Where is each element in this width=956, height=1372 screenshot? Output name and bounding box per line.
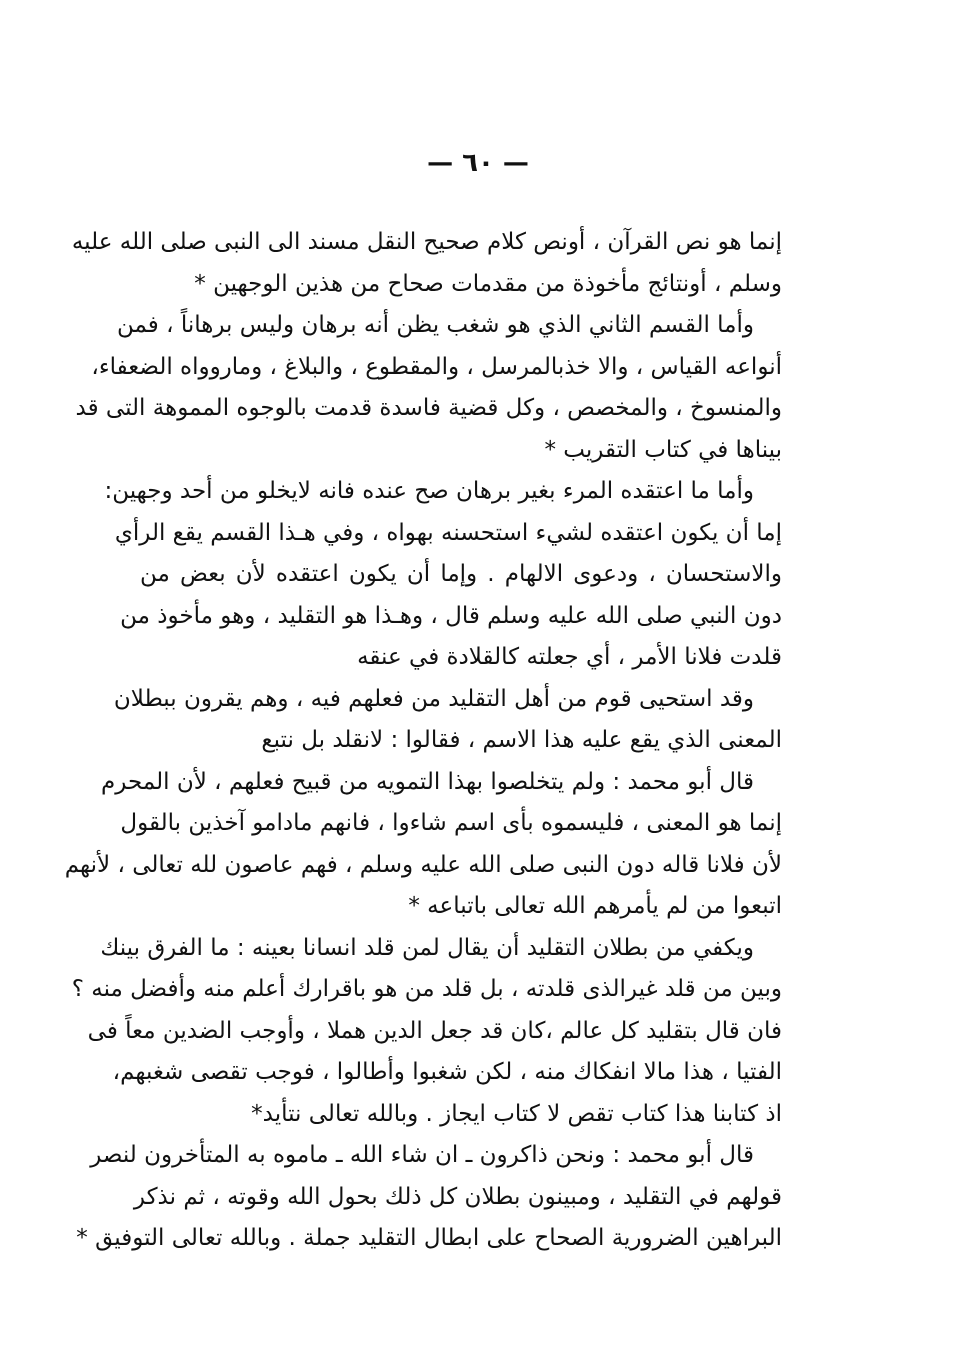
text-line: وسلم ، أونتائج مأخوذة من مقدمات صحاح من هذين الوجهين *: [194, 270, 782, 297]
text-line: إنما هو المعنى ، فليسموه بأى اسم شاءوا ، فانهم مادامو آخذين بالقول: [120, 810, 782, 836]
text-line: قولهم في التقليد ، ومبينون بطلان كل ذلك بحول الله وقوته ، ثم نذكر: [133, 1183, 782, 1210]
text-line: وبين من قلد غيرالذى قلدته ، بل قلد من هو باقرارك أعلم منه وأفضل منه ؟: [71, 976, 782, 1002]
text-line: والمنسوخ ، والمخصص ، وكل قضية فاسدة قدمت بالوجوه المموهة التى قد: [75, 395, 782, 421]
text-line: اذ كتابنا هذا كتاب تقص لا كتاب ايجاز . وبالله تعالى نتأيد*: [251, 1100, 782, 1127]
text-line: ويكفي من بطلان التقليد أن يقال لمن قلد انسانا بعينه : ما الفرق بينك: [100, 934, 754, 961]
text-line: قال أبو محمد : ونحن ذاكرون ـ ان شاء الله ـ ماموه به المتأخرون لنصر: [90, 1142, 754, 1168]
text-line: الفتيا ، هذا مالا انفكاك منه ، لكن شغبوا وأطالوا ، فوجب تقصى شغبهم،: [112, 1059, 782, 1085]
text-line: بيناها في كتاب التقريب *: [544, 436, 782, 463]
text-line: وقد استحيى قوم من أهل التقليد من فعلهم فيه ، وهم يقرون ببطلان: [113, 685, 754, 712]
text-line: أنواعه القياس ، والا خذبالمرسل ، والمقطوع ، والبلاغ ، وماروواه الضعفاء،: [91, 353, 782, 380]
text-line: البراهين الضرورية الصحاح على ابطال التقليد جملة . وبالله تعالى التوفيق *: [76, 1225, 782, 1251]
text-line: دون النبي صلى الله عليه وسلم قال ، وهـذا هو التقليد ، وهو مأخوذ من: [120, 602, 782, 629]
text-line: فان قال بتقليد كل عالم ،كان قد جعل الدين هملا ، وأوجب الضدين معاً فى: [87, 1017, 782, 1044]
text-line: إما أن يكون اعتقده لشيء استحسنه بهواه ، وفي هـذا القسم يقع الرأي: [114, 519, 782, 546]
text-line: اتبعوا من لم يأمرهم الله تعالى باتباعه *: [408, 893, 782, 919]
body-text: [64, 222, 782, 1260]
text-line: والاستحسان ، ودعوى الالهام . وإما أن يكون اعتقده لأن بعض من: [140, 561, 782, 587]
text-line: إنما هو نص القرآن ، أونص كلام صحيح النقل مسند الى النبى صلى الله عليه: [71, 229, 782, 255]
text-line: لأن فلانا قاله دون النبى صلى الله عليه وسلم ، فهم عاصون لله تعالى ، لأنهم: [64, 851, 782, 878]
text-line: وأما ما اعتقده المرء بغير برهان صح عنده فانه لايخلو من أحد وجهين:: [104, 478, 754, 504]
text-line: قلدت فلانا الأمر ، أي جعلته كالقلادة في عنقه: [357, 644, 782, 670]
text-line: وأما القسم الثاني الذي هو شغب يظن أنه برهان وليس برهاناً ، فمن: [116, 312, 754, 338]
text-line: المعنى الذي يقع عليه هذا الاسم ، فقالوا : لانقلد بل نتبع: [261, 727, 782, 753]
page-number: — ٦٠ —: [427, 148, 529, 178]
text-line: قال أبو محمد : ولم يتخلصوا بهذا التمويه من قبيح فعلهم ، لأن المحرم: [101, 768, 754, 795]
